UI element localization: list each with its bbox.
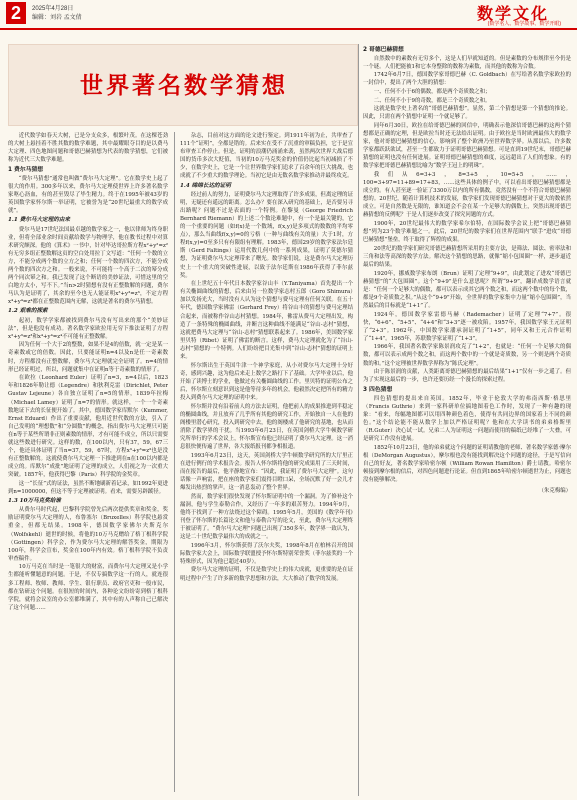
article-column-1 [8,132,168,797]
paragraph: 1924年，德国数学家雷德马赫（Rademacher）证明了定理“7+7”。很快，“6+6”、“5+5”、“4+4”和“3+3”逐一被攻陷。1957年，我国数学家王元证明了“2+3”。1962年，中国数学家潘承洞证明了“1+5”，同年又和王元合作证明了“1+4”。1965年，苏联数学家证明了“1+3”。 [363,311,571,342]
paragraph: 我们从6=3+3，8=3+5，10=5+5，……，100=3+97=11+89=17+83，……这些具体的例子中，可以看出哥德巴赫猜想都是成立的。有人甚至逐一验证了3300万以内的所有偶数，竟然没有一个不符合哥德巴赫猜想的。20世纪，随着计算机技术的发展，数学家们发现哥德巴赫猜想对于更大的数依然成立。可是自然数是无限的，谁知道会不会在某一个足够大的偶数上，突然出现哥德巴赫猜想的反例呢？于是人们逐步改变了探究问题的方式。 [363,171,571,219]
page-number: 2 [6,2,26,24]
section-heading: 1 费尔马猜想 [8,166,44,173]
section-heading: 1.1 费尔马大定理的由来 [8,217,71,224]
paragraph: 杂志，目前对这方面的论文进行鉴定。到1911年初为止，共审查了111个“证明”，全都是错的。后来实在受不了沉重的审稿负担，它于是宣布审查工作停止。但是，证明的浪潮仍涌涌来袭，虽然两次世界大战后德国的货币多次大贬值，当初的10万马克奖金的价值仍比起当初减损了不少，在数学史上，它是一个让世界数学家们追求了百余年的巨大挑战，也成就了不少重大的数学理论。当初它是由无数名数学家推动并最终攻克。 [180,133,353,180]
paragraph: 四色猜想的提出来自英国。1852年，毕业于伦敦大学的弗南西斯·格思里（Francis Guthrie）来到一家科研单位搞地图着色工作时，发现了一种有趣的现象：“看来，每幅地图都可以用四种颜色着色，使得有共同边界的国家着上不同的颜色。”这个结论能不能从数学上加以严格证明呢？他和在大学读书的弟弟格斯里（R.Guter）决心试一试。兄弟二人为证明这一问题而使用的稿纸已经堆了一大叠，可是研究工作没有进展。 [363,395,571,443]
paragraph: 费尔马是17世纪法国最卓越的数学家之一，他以律师为终身职业，但将全部业余时间贡献给数学与物理学，他在教书过程中对算术研究颇深。他的《算术》一书中，针对毕达哥拉斯方程x²+y²=z²有无穷多组正整数解这页的空白处用拉丁文写道：“任何一个数的立方，不能分成两个数的立方之和；任何一个数的四次方，不能分成两个数的四次方之和。一般来说，不可能将一个高于二次的幂分成两个同次幂之和。我已发现了这个断语的美妙证法，可惜这里的空白地方太小，写不下。”当n>2时猜想有没有正整数解的问题，费尔马认为是证明了，其余的至今也无人能证明x³+y³=z³，不定方程x⁴+y⁴=z⁴都在正整数范围内无解，这就是著名的费尔马猜想。 [8,226,168,306]
paragraph: 经过前人的努力，证明费尔马大定理取得了许多成果，但离定理的证明，无疑还有遥远的距离。怎么办？要在深入研究的基础上，是否要另寻出路呢？问题不过是表面的一个特例。在黎曼（George Friedrich Bernhard Riemann）的上述二个数论难题中，有一个是最关键的，它的一个重要的问题（如f(x)是一个数域，f(x,y)是多项式的数数的平均零点），那么当曲线f(x,y)=0的亏格（一种与曲线有关的量）大于1时，方程f(x,y)=0至多只有有限组有理解。1983年，德国29岁的数学家法尔廷斯（Gerd Faltings）运用代数几何中的一系列成果，证明了莫德尔猜想，为证明费尔马大定理带来了曙光。数学家们说，这是费尔马大定理历史上一个重大的突破性进展，以致于法尔廷斯在1986年获得了菲尔兹奖。 [180,191,353,279]
section-heading: 2 哥德巴赫猜想 [363,46,404,53]
paragraph: 20世纪的数学家们研究哥德巴赫猜想所采用的主要方法，是筛法、圆法、密率法和三角和法等高深的数学方法。解决这个猜想的思路，就像“缩小包围圈”一样，逐步逼近最后的结果。 [363,245,571,268]
paragraph: 1742年6月7日，德国数学家哥德巴赫（C. Goldbach）在写给著名数学家欧拉的一封信中，提出了两个大胆的猜想： [363,72,571,87]
section-heading: 1.2 艰难的探索 [8,308,48,315]
paragraph: 在上世纪五十年代日本数学家谷山丰（Y.Taniyama）首先提出一个有关椭圆曲线的猜想，后来由另一位数学家志村五郎（Goro Shimura）加以发扬光大，当时没有人认为这个猜想与费马定理有任何关联。在五十年代，德国数学家佛雷（Gerhard Frey）将谷山丰的猜想与费马定理结合起来，而被称作谷山志村猜想。1984年，佛雷从费马大定理出发，构造了一条特殊的椭圆曲线，并断言这种曲线不能满足“谷山-志村”猜想，这就把费马大定理与“谷山-志村”猜想联系起来了。1986年，美国数学家里贝特（Ribet）证明了佛雷的断言。这样，费马大定理就化为了“谷山-志村”猜想的一个特例。人们纷纷把目光集中到“谷山-志村”猜想的证明上来。 [180,281,353,361]
paragraph: 1966年，我国著名数学家陈景润攻克了“1+2”，也就是：“任何一个足够大的偶数，都可以表示成两个数之和，而这两个数中的一个就是奇质数，另一个则是两个奇质数的和。”这个定理被世界数学界称为“陈氏定理”。 [363,344,571,367]
paragraph: 从费尔马时代起，巴黎科学院曾先后两次提供奖章和奖金，奖励证明费尔马大定理的人，布鲁塞尔（Bruxelles）科学院也悬赏重金，但都无结果。1908年，德国数学家佛尔夫斯克尔（Wolfskehl）逝世的时候，将他的10万马克赠给了格丁根科学院（Gottingen）科学会，作为费尔马大定理的解答奖金，期限为100年，科学会宣布，奖金在100年内有效。格丁根科学院不负责审查稿件。 [8,507,168,562]
paragraph: 然而，数学家们很快发现了怀尔斯证明中的一个漏洞。为了修补这个漏洞，他与学生泰勒合作，又经历了一年多的艰苦努力。1994年9月，他终于找到了一种方法绕过这个障碍。1995年5月，美国的《数学年刊》刊登了怀尔斯的长篇论文和他与泰勒合写的论文，至此，费尔马大定理终于被证明了。“费尔马大定理”问题已出现了350多年，数学界一致认为，这是二十世纪数学最伟大的成就之一。 [180,493,353,541]
paragraph: 自然数中的素数有无穷多个，这是人们早就知道的。但是素数的分布规律至今仍是一个谜。人们把能被1和它本身整除的数称为素数，而其他的数称为合数。 [363,55,571,70]
paragraph: 10万马克在当时是一笔很大的财富，而费尔马大定理又是小学生都能听懂题意的问题。于是，不仅专搞数学这一行的人，就连很多工程师、牧师、教师、学生、银行职员、政府官吏和一般市民，都在钻研这个问题。在很短的时间内，各种论文纷纷寄到格丁根科学院，就将会议室的办公室都堆满了，其中有的人声称自己已解决了这个问题…… [8,564,168,611]
paragraph: 怀尔斯并没有沿着前人的方法去证明，他把前人的成果推进到半稳定的椭圆曲线，并且放弃了几乎所有其他的研究工作，开始独自一人在他的阁楼里潜心研究，投入到研究中去，他的阁楼成了他研究的基地，也从而消除了数学界的干扰。当1993年6月23日，在英国剑桥大学牛顿数学研究所举行的学术会议上，怀尔斯宣布他已经证明了费尔马大定理。这一消息很快便传遍了世界，各大报纸报刊都争相报道。 [180,403,353,451]
paragraph: 1920年，挪威数学家布朗（Brun）证明了定理“9+9”，由此划定了进攻“哥德巴赫猜想”的“大包围圈”。这个“9+9”是什么意思呢？所谓“9+9”，翻译成数学语言就是：“任何一个足够大的偶数，都可以表示成其它两个数之和，而这两个数中的每个数，都是9个奇质数之积。”从这个“9+9”开始，全世界的数学家集中力量“缩小包围圈”，当然最后的目标就是“1+1”了。 [363,270,571,309]
paragraph: 怀尔斯出生于英国牛津一个神学家庭，从小对费尔马大定理十分好奇，感到兴趣，这为他后来走上数学之路打下了基础。大学毕业以后，他开始了读博士的学业，他做过有关椭圆曲线的工作。里贝特的证明公布之后，怀尔斯立刻意识到这是他等待多年的机会，他毅然决定把所有的精力投入到费尔马大定理的证明中来。 [180,362,353,401]
paragraph: 1852年10月23日，他的弟弟就这个问题的证明请教他的老师、著名数学家德·摩尔根（DeMorgan Augustus），摩尔根也没有能找到解决这个问题的途径，于是写信向自己的好友，著名数学家哈密尔顿（William Rowan Hamilton）爵士请教。哈密尔顿接到摩尔根的信后，对四色问题进行论证。但直到1865年哈密尔顿逝世为止，问题也没有能够解决。 [363,445,571,484]
issue-date: 2025年4月28日 [32,6,74,12]
paragraph: “费尔马猜想”通常也叫做“费尔马大定理”。它在数学史上起了很大的作用。300多年以来，费尔马大定理使世界上许多著名数学家呕心沥血，有的甚至毁尽了毕生精力。终于在1995年被43岁的英国数学家怀尔斯一举证明，它被誉为是“20世纪最重大的数学成就”。 [8,175,168,215]
paragraph: 近代数学如春天大树，已是分支众多，根繁叶茂。在这棵苍劲的大树上悬挂着不胜其数的数学难题，其中最耀眼夺目的是以费马大定理、四色地图问题和哥德巴赫猜想为代表的数学猜想，它们被称为近代三大数学难题。 [8,133,168,164]
paragraph: 1900年，20世纪最伟大的数学家希尔伯特，在国际数学会议上把“哥德巴赫猜想”列为23个数学难题之一。此后，20世纪的数学家们在世界范围内“联手”进攻“哥德巴赫猜想”堡垒，终于取得了辉煌的成果。 [363,220,571,244]
article-column-3 [363,44,571,797]
paragraph: 1996年3月，怀尔斯获得了沃尔夫奖，1998年8月在柏林召开的国际数学家大会上，国际数学联盟授予怀尔斯特别荣誉奖（菲尔兹奖的一个特殊形式，因为他已超过40岁）。 [180,542,353,565]
section-title: 数学文化 [476,6,549,23]
article-title: 世界著名数学猜想 [80,73,288,99]
section-subtitle: (数学名人、数学故事、数学开眼) [487,21,561,27]
paragraph: 这就是数学史上著名的“哥德巴赫猜想”。显然，第二个猜想是第一个猜想的推论。因此，只需在两个猜想中证明一个就足够了。 [363,106,571,121]
paragraph: 这一“长征”式的证法，虽然不断地刷新着记录，如1992年更进到n=1000000，但这不等于定理被证明。看来，需要另辟蹊径。 [8,480,168,496]
paragraph: 费尔马大定理的证明，不仅是数学史上的伟大成就，更重要的是在证明过程中产生了许多新的数学思想和方法，大大推动了数学的发展。 [180,567,353,582]
header-rule [0,28,577,30]
paragraph: 1993年6月23日，这天，英国剑桥大学牛顿数学研究所的大厅里正在进行例行的学术报告会。报告人怀尔斯将他的研究成果用了三天时间，而在报告的最后，他平静地宣布：“因此，我证明了费尔马大定理”。这句话像一声响雷，把在座的数学家们震得目瞪口呆，全场沉默了好一会儿才爆发出热烈的掌声。这一消息轰动了整个世界。 [180,452,353,492]
paragraph: 起初，数学学家都被找到费尔马没有写出来的那个“美妙证法”，但是他没有成功。著名数学家欧拉用无穷下推法证明了方程x³+y³=z³和x⁴+y⁴=z⁴不可能有正整数解。 [8,317,168,340]
section-heading: 1.3 10万马克奖给谁 [8,498,62,505]
editors-line: 编辑：刘岩 孟文倩 [32,15,82,21]
paragraph: 一、任何不小于6的偶数，都是两个奇质数之和； [373,88,491,95]
column-divider [358,44,359,796]
article-author: （朱克梅编） [538,488,571,495]
paragraph: 同年6月30日，欧拉在给哥德巴赫的回信中，明确表示他深信哥德巴赫的这两个猜想都是正确的定理，但是欧拉当时还无法给出证明。由于欧拉是当时欧洲最伟大的数学家，他对哥德巴赫猜想的信心，影响到了整个欧洲乃至世界数学界。从那以后，许多数学家都跃跃欲试，甚至一生都致力于证明哥德巴赫猜想。可是直到19世纪末，哥德巴赫猜想的证明也没有任何进展。证明哥德巴赫猜想的难度，远远超出了人们的想象。有的数学家把哥德巴赫猜想比喻为“数学王冠上的明珠”。 [363,122,571,170]
page-header [0,0,577,34]
paragraph: 由于陈景润的贡献，人类距离哥德巴赫猜想的最后结果“1+1”仅有一步之遥了。但为了实现这最后的一步，也许还要历经一个漫长的探索过程。 [363,369,571,384]
article-column-2 [180,132,353,797]
column-divider [174,132,175,792]
paragraph: 因为任何一个大于2的整数，如果不是4的倍数，就一定是某一奇素数或它的倍数。因此，只要能证明n=4以及n是任一奇素数时，方程都没有正整数解，费尔马大定理就完全证明了。n=4的情形已经证明过，所以，问题就集中在证明n等于奇素数的情形了。 [8,342,168,373]
section-heading: 3 四色猜想 [363,386,393,393]
headline-box [8,44,358,126]
section-heading: 1.4 绵绵长达的证明 [180,182,231,189]
paragraph: 在欧拉（Leonhard Euler）证明了n=3，n=4以后，1823年和1826年勒让德（Legendre）和狄利克雷（Dirichlet, Peter Gustav Lejeune）各自独立证明了n=5的情形，1839年拉梅（Michael Lamey）证明了n=7的情形。就这样，一个一个奇素数地证下去的长征便开始了。其中，德国数学家库默尔（Kummer, Ernst Eduard）作出了重要贡献，他用近世代数的方法，引入了自己发明的“理想数”和“分圆数”的概念，指出费尔马大定理只可能在n等于某些所谓非正则素数的情形，才有可能不成立，所以只需要就这些数进行研究。这样的数，在100以内，只有37，59，67三个，他还具体证明了当n=37，59，67时，方程x³+y³=z³也是没有正整数解的。这就使费尔马大定理一下推进到在n在100以内都是成立的。库默尔“成批”地证明了定理的成立，人们视之为一次重大突破。1857年，他获得巴黎（Paris）科学院的金奖章。 [8,375,168,479]
paragraph: 二、任何不小于9的奇数，都是三个奇质数之和。 [373,97,491,104]
